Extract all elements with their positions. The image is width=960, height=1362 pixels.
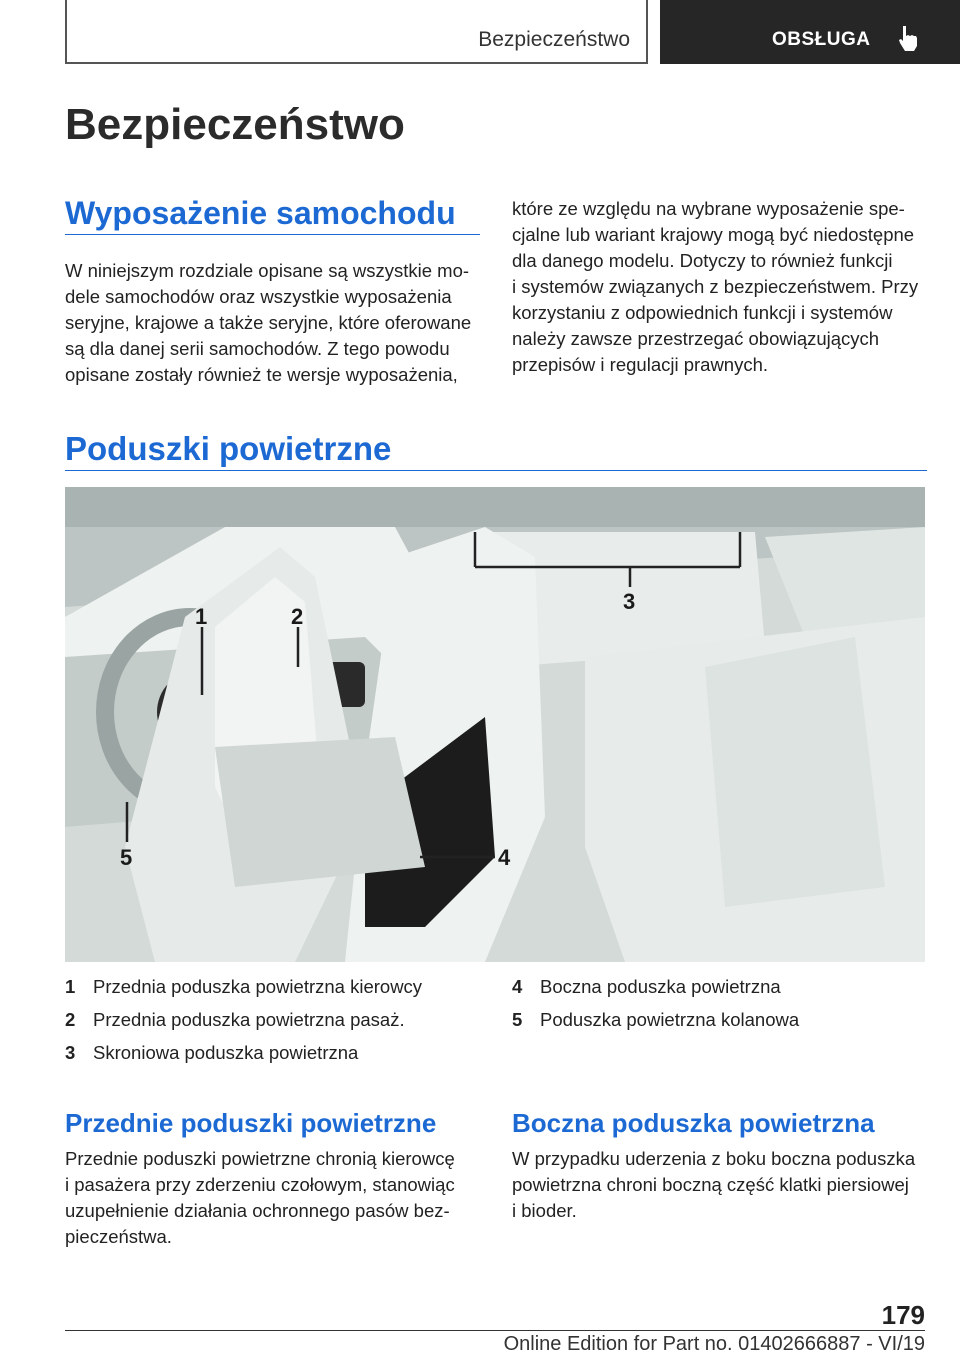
airbag-legend-right	[512, 976, 799, 1042]
legend-number: 1	[65, 976, 76, 997]
text-line: uzupełnienie działania ochronnego pasów bez‐	[65, 1200, 450, 1221]
legend-number: 2	[65, 1009, 76, 1030]
text-line: Przednie poduszki powietrzne chronią kierowcę	[65, 1148, 455, 1169]
legend-number: 5	[512, 1009, 523, 1030]
hand-pointer-icon	[897, 24, 919, 52]
legend-text: Przednia poduszka powietrzna kierowcy	[93, 976, 423, 997]
text-line: powietrzna chroni boczną część klatki piersiowej	[512, 1174, 909, 1195]
legend-text: Przednia poduszka powietrzna pasaż.	[93, 1009, 405, 1030]
airbag-legend-left	[65, 976, 422, 1075]
callout-label-5: 5	[120, 845, 133, 870]
text-line: i systemów związanych z bezpieczeństwem. Przy	[512, 276, 919, 297]
equipment-heading: Wyposażenie samochodu	[65, 195, 456, 231]
car-interior-airbag-illustration	[65, 487, 925, 962]
front-airbags-heading: Przednie poduszki powietrzne	[65, 1108, 437, 1138]
legend-item	[512, 976, 799, 1009]
text-line: W niniejszym rozdziale opisane są wszystkie mo‐	[65, 260, 470, 281]
airbags-heading-rule	[65, 470, 927, 471]
header-chapter-tab[interactable]	[660, 0, 960, 64]
text-line: cjalne lub wariant krajowy mogą być niedostępne	[512, 224, 915, 245]
text-line: dele samochodów oraz wszystkie wyposażenia	[65, 286, 452, 307]
text-line: pieczeństwa.	[65, 1226, 172, 1247]
legend-number: 3	[65, 1042, 76, 1063]
equipment-heading-rule	[65, 234, 480, 235]
airbags-heading: Poduszki powietrzne	[65, 430, 392, 467]
text-line: są dla danej serii samochodów. Z tego powodu	[65, 338, 450, 359]
text-line: i pasażera przy zderzeniu czołowym, stanowiąc	[65, 1174, 455, 1195]
callout-label-3: 3	[623, 589, 636, 614]
side-airbag-heading: Boczna poduszka powietrzna	[512, 1108, 875, 1138]
text-line: należy zawsze przestrzegać obowiązujących	[512, 328, 880, 349]
legend-number: 4	[512, 976, 523, 997]
legend-item	[512, 1009, 799, 1042]
legend-text: Skroniowa poduszka powietrzna	[93, 1042, 359, 1063]
callout-label-4: 4	[498, 845, 511, 870]
header-chapter-label: OBSŁUGA	[772, 29, 871, 50]
equipment-text-col2	[512, 196, 918, 378]
text-line: przepisów i regulacji prawnych.	[512, 354, 769, 375]
page-number: 179	[881, 1300, 925, 1330]
side-airbag-text	[512, 1146, 915, 1224]
legend-text: Boczna poduszka powietrzna	[540, 976, 781, 997]
text-line: dla danego modelu. Dotyczy to również funkcji	[512, 250, 893, 271]
text-line: W przypadku uderzenia z boku boczna poduszka	[512, 1148, 916, 1169]
legend-item	[65, 1009, 422, 1042]
header-section-title: Bezpieczeństwo	[478, 28, 630, 51]
footer-rule	[65, 1330, 925, 1331]
text-line: korzystaniu z odpowiednich funkcji i systemów	[512, 302, 893, 323]
text-line: opisane zostały również te wersje wyposażenia,	[65, 364, 458, 385]
text-line: seryjne, krajowe a także seryjne, które oferowane	[65, 312, 472, 333]
footer-edition: Online Edition for Part no. 01402666887 - VI/19	[503, 1333, 925, 1355]
text-line: i bioder.	[512, 1200, 577, 1221]
callout-label-2: 2	[291, 604, 304, 629]
legend-item	[65, 1042, 422, 1075]
text-line: które ze względu na wybrane wyposażenie spe‐	[512, 198, 905, 219]
callout-label-1: 1	[195, 604, 208, 629]
front-airbags-text	[65, 1146, 455, 1250]
equipment-text-col1	[65, 258, 471, 388]
legend-item	[65, 976, 422, 1009]
legend-text: Poduszka powietrzna kolanowa	[540, 1009, 800, 1030]
page-title: Bezpieczeństwo	[65, 100, 405, 149]
